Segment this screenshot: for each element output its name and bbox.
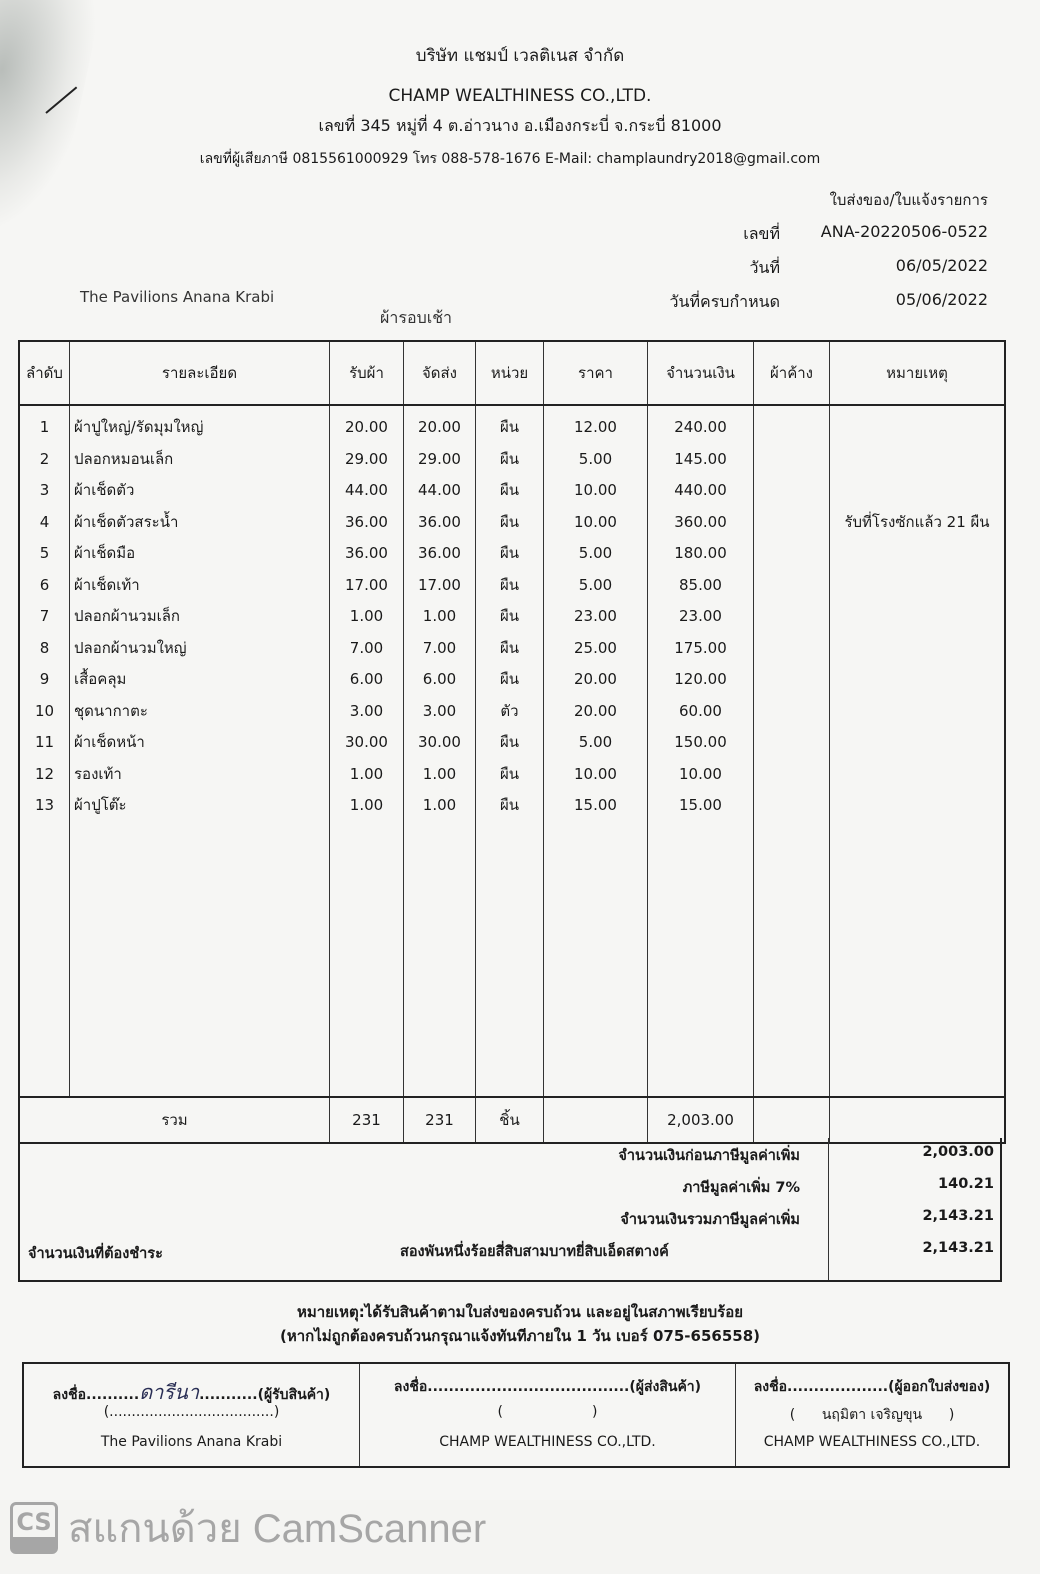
row-unit: ผืน bbox=[499, 575, 520, 594]
row-delivered: 36.00 bbox=[418, 512, 461, 531]
row-unit: ตัว bbox=[500, 701, 519, 720]
service-round: ผ้ารอบเช้า bbox=[380, 308, 453, 327]
header-amount: จำนวนเงิน bbox=[648, 342, 754, 404]
sum-amount: 2,003.00 bbox=[648, 1098, 754, 1142]
document-type: ใบส่งของ/ใบแจ้งรายการ bbox=[829, 191, 988, 209]
doc-number-label: เลขที่ bbox=[743, 224, 780, 243]
camscanner-text: สแกนด้วย CamScanner bbox=[68, 1507, 487, 1551]
incl-vat-value: 2,143.21 bbox=[922, 1208, 994, 1224]
row-price: 5.00 bbox=[578, 575, 613, 594]
row-amount: 85.00 bbox=[679, 575, 722, 594]
row-received: 30.00 bbox=[345, 733, 388, 751]
row-received: 36.00 bbox=[345, 544, 388, 562]
row-item: ปลอกหมอนเล็ก bbox=[74, 449, 174, 468]
sum-unit: ชิ้น bbox=[476, 1098, 544, 1142]
row-amount: 360.00 bbox=[674, 512, 727, 531]
sender-name-line: ( ) bbox=[497, 1404, 598, 1420]
issuer-sign-suffix: ...................(ผู้ออกใบส่งของ) bbox=[787, 1379, 991, 1395]
sum-price-empty bbox=[544, 1098, 648, 1142]
sum-label: รวม bbox=[20, 1098, 330, 1142]
due-date: 05/06/2022 bbox=[895, 290, 988, 309]
row-no: 1 bbox=[39, 418, 50, 436]
row-received: 1.00 bbox=[349, 764, 384, 783]
row-amount: 23.00 bbox=[679, 607, 722, 625]
row-item: ผ้าเช็ดตัวสระน้ำ bbox=[74, 512, 179, 531]
col-remark bbox=[830, 406, 1004, 1096]
row-no: 4 bbox=[39, 512, 50, 531]
col-delivered bbox=[404, 406, 476, 1096]
sender-org: CHAMP WEALTHINESS CO.,LTD. bbox=[439, 1434, 656, 1450]
row-unit: ผืน bbox=[499, 638, 520, 657]
row-amount: 175.00 bbox=[674, 638, 727, 657]
header-remark: หมายเหตุ bbox=[886, 364, 948, 382]
row-no: 11 bbox=[34, 733, 55, 751]
row-item: ผ้าเช็ดมือ bbox=[74, 544, 136, 562]
row-delivered: 1.00 bbox=[422, 607, 457, 625]
row-received: 1.00 bbox=[349, 607, 384, 625]
sum-pending-empty bbox=[754, 1098, 830, 1142]
company-name-english: CHAMP WEALTHINESS CO.,LTD. bbox=[388, 86, 652, 106]
row-amount: 120.00 bbox=[674, 670, 727, 688]
row-no: 7 bbox=[39, 607, 50, 625]
row-unit: ผืน bbox=[499, 481, 520, 499]
pre-vat-value: 2,003.00 bbox=[922, 1144, 994, 1160]
row-received: 36.00 bbox=[345, 512, 388, 531]
col-price bbox=[544, 406, 648, 1096]
row-price: 23.00 bbox=[574, 607, 617, 625]
signature-block bbox=[22, 1362, 1010, 1468]
customer-name: The Pavilions Anana Krabi bbox=[80, 288, 275, 306]
row-delivered: 7.00 bbox=[422, 638, 457, 657]
sum-received: 231 bbox=[330, 1098, 404, 1142]
sender-sign-prefix: ลงชื่อ bbox=[393, 1379, 428, 1395]
remark-text: รับที่โรงซักแล้ว 21 ผืน bbox=[844, 512, 990, 531]
row-delivered: 20.00 bbox=[418, 418, 461, 436]
signature-receiver bbox=[24, 1364, 360, 1466]
row-item: ผ้าเช็ดหน้า bbox=[74, 733, 145, 751]
row-no: 12 bbox=[34, 764, 55, 783]
sender-sign-line bbox=[360, 1376, 735, 1398]
row-price: 10.00 bbox=[574, 764, 617, 783]
row-amount: 145.00 bbox=[674, 449, 727, 468]
row-delivered: 17.00 bbox=[418, 575, 461, 594]
row-delivered: 29.00 bbox=[418, 449, 461, 468]
row-unit: ผืน bbox=[499, 418, 520, 436]
row-no: 10 bbox=[34, 701, 55, 720]
receiver-org: The Pavilions Anana Krabi bbox=[100, 1434, 283, 1450]
camscanner-watermark bbox=[10, 1498, 486, 1558]
row-item: ผ้าปูโต๊ะ bbox=[74, 796, 127, 814]
doc-number: ANA-20220506-0522 bbox=[820, 222, 988, 241]
row-unit: ผืน bbox=[499, 764, 520, 783]
header-no: ลำดับ bbox=[20, 342, 70, 404]
sum-delivered: 231 bbox=[404, 1098, 476, 1142]
row-delivered: 30.00 bbox=[418, 733, 461, 751]
row-unit: ผืน bbox=[499, 544, 520, 562]
note-line-1: หมายเหตุ:ได้รับสินค้าตามใบส่งของครบถ้วน และอยู่ในสภาพเรียบร้อย bbox=[296, 1303, 744, 1321]
sender-sign-suffix: ......................................(ผู้ส่งสินค้า) bbox=[427, 1379, 702, 1395]
issuer-sign-prefix: ลงชื่อ bbox=[753, 1379, 788, 1395]
row-unit: ผืน bbox=[499, 512, 520, 531]
row-delivered: 6.00 bbox=[422, 670, 457, 688]
incl-vat-label: จำนวนเงินรวมภาษีมูลค่าเพิ่ม bbox=[620, 1212, 800, 1228]
header-price: ราคา bbox=[544, 342, 648, 404]
row-no: 2 bbox=[39, 449, 50, 468]
totals-divider bbox=[828, 1138, 829, 1280]
row-item: ผ้าเช็ดตัว bbox=[74, 481, 135, 499]
doc-date: 06/05/2022 bbox=[895, 256, 988, 275]
col-pending bbox=[754, 406, 830, 1096]
row-no: 9 bbox=[39, 670, 50, 688]
row-unit: ผืน bbox=[499, 607, 520, 625]
header-delivered: จัดส่ง bbox=[404, 342, 476, 404]
row-price: 5.00 bbox=[578, 544, 613, 562]
row-amount: 10.00 bbox=[679, 764, 722, 783]
row-price: 20.00 bbox=[574, 701, 617, 720]
row-amount: 440.00 bbox=[674, 481, 727, 499]
header-unit: หน่วย bbox=[476, 342, 544, 404]
row-received: 17.00 bbox=[345, 575, 388, 594]
row-no: 13 bbox=[34, 796, 55, 814]
row-item: เสื้อคลุม bbox=[74, 670, 127, 688]
receiver-sign-suffix: ...........(ผู้รับสินค้า) bbox=[199, 1387, 331, 1403]
row-price: 12.00 bbox=[574, 418, 617, 436]
row-delivered: 3.00 bbox=[422, 701, 457, 720]
row-amount: 60.00 bbox=[679, 701, 722, 720]
receiver-sign-prefix: ลงชื่อ.......... bbox=[52, 1387, 140, 1403]
col-unit bbox=[476, 406, 544, 1096]
issuer-org: CHAMP WEALTHINESS CO.,LTD. bbox=[763, 1434, 981, 1450]
row-no: 6 bbox=[39, 575, 50, 594]
totals-box bbox=[18, 1138, 1002, 1282]
row-amount: 240.00 bbox=[674, 418, 727, 436]
row-price: 15.00 bbox=[574, 796, 617, 814]
row-delivered: 1.00 bbox=[422, 764, 457, 783]
row-item: รองเท้า bbox=[74, 764, 122, 783]
row-received: 29.00 bbox=[345, 449, 388, 468]
payable-value: 2,143.21 bbox=[922, 1240, 994, 1256]
camscanner-logo-icon: CS bbox=[10, 1502, 58, 1554]
vat-value: 140.21 bbox=[938, 1176, 994, 1192]
row-item: ผ้าเช็ดเท้า bbox=[74, 575, 140, 594]
col-amount bbox=[648, 406, 754, 1096]
pre-vat-label: จำนวนเงินก่อนภาษีมูลค่าเพิ่ม bbox=[618, 1148, 800, 1164]
row-received: 3.00 bbox=[349, 701, 384, 720]
row-amount: 150.00 bbox=[674, 733, 727, 751]
row-received: 44.00 bbox=[345, 481, 388, 499]
due-date-label: วันที่ครบกำหนด bbox=[669, 292, 780, 311]
row-received: 1.00 bbox=[349, 796, 384, 814]
signature-sender bbox=[360, 1364, 736, 1466]
row-no: 8 bbox=[39, 638, 50, 657]
vat-label: ภาษีมูลค่าเพิ่ม 7% bbox=[682, 1180, 800, 1196]
header-received: รับผ้า bbox=[330, 342, 404, 404]
row-received: 6.00 bbox=[349, 670, 384, 688]
payable-label: จำนวนเงินที่ต้องชำระ bbox=[28, 1246, 163, 1262]
header-pending: ผ้าค้าง bbox=[754, 342, 830, 404]
row-unit: ผืน bbox=[499, 449, 520, 468]
row-unit: ผืน bbox=[499, 670, 520, 688]
row-received: 20.00 bbox=[345, 418, 388, 436]
signature-issuer bbox=[736, 1364, 1008, 1466]
col-received bbox=[330, 406, 404, 1096]
company-name-thai: บริษัท แชมป์ เวลติเนส จำกัด bbox=[415, 46, 625, 66]
col-item bbox=[70, 406, 330, 1096]
row-price: 5.00 bbox=[578, 733, 613, 751]
row-no: 3 bbox=[39, 481, 50, 499]
issuer-name-line: ( นฤมิตา เจริญขุน ) bbox=[789, 1407, 955, 1423]
row-amount: 15.00 bbox=[679, 796, 722, 814]
receiver-name-line: (.....................................) bbox=[103, 1404, 280, 1420]
row-delivered: 36.00 bbox=[418, 544, 461, 562]
row-unit: ผืน bbox=[499, 733, 520, 751]
header-item: รายละเอียด bbox=[70, 342, 330, 404]
receiver-handwritten-signature: ดารีนา bbox=[139, 1380, 200, 1404]
row-price: 5.00 bbox=[578, 449, 613, 468]
row-amount: 180.00 bbox=[674, 544, 727, 562]
payable-in-words: สองพันหนึ่งร้อยสี่สิบสามบาทยี่สิบเอ็ดสตางค์ bbox=[400, 1244, 669, 1260]
row-price: 20.00 bbox=[574, 670, 617, 688]
table-sum-row bbox=[20, 1096, 1004, 1144]
sum-remark-empty bbox=[830, 1098, 1004, 1142]
row-price: 25.00 bbox=[574, 638, 617, 657]
company-contact: เลขที่ผู้เสียภาษี 0815561000929 โทร 088-578-1676 E-Mail: champlaundry2018@gmail.com bbox=[199, 151, 821, 167]
company-address: เลขที่ 345 หมู่ที่ 4 ต.อ่าวนาง อ.เมืองกระบี่ จ.กระบี่ 81000 bbox=[318, 116, 722, 135]
row-delivered: 44.00 bbox=[418, 481, 461, 499]
row-item: ปลอกผ้านวมเล็ก bbox=[74, 607, 180, 625]
row-received: 7.00 bbox=[349, 638, 384, 657]
row-item: ชุดนากาตะ bbox=[74, 701, 148, 720]
items-table bbox=[18, 340, 1006, 1144]
issuer-sign-line bbox=[736, 1376, 1008, 1398]
table-header bbox=[20, 342, 1004, 406]
table-body bbox=[20, 406, 1004, 1096]
row-unit: ผืน bbox=[499, 796, 520, 814]
col-no bbox=[20, 406, 70, 1096]
row-price: 10.00 bbox=[574, 512, 617, 531]
doc-date-label: วันที่ bbox=[749, 258, 780, 277]
row-delivered: 1.00 bbox=[422, 796, 457, 814]
row-no: 5 bbox=[39, 544, 50, 562]
row-price: 10.00 bbox=[574, 481, 617, 499]
row-item: ปลอกผ้านวมใหญ่ bbox=[74, 638, 187, 657]
note-line-2: (หากไม่ถูกต้องครบถ้วนกรุณาแจ้งทันทีภายใน 1 วัน เบอร์ 075-656558) bbox=[280, 1327, 760, 1345]
row-item: ผ้าปูใหญ่/รัดมุมใหญ่ bbox=[74, 418, 204, 436]
